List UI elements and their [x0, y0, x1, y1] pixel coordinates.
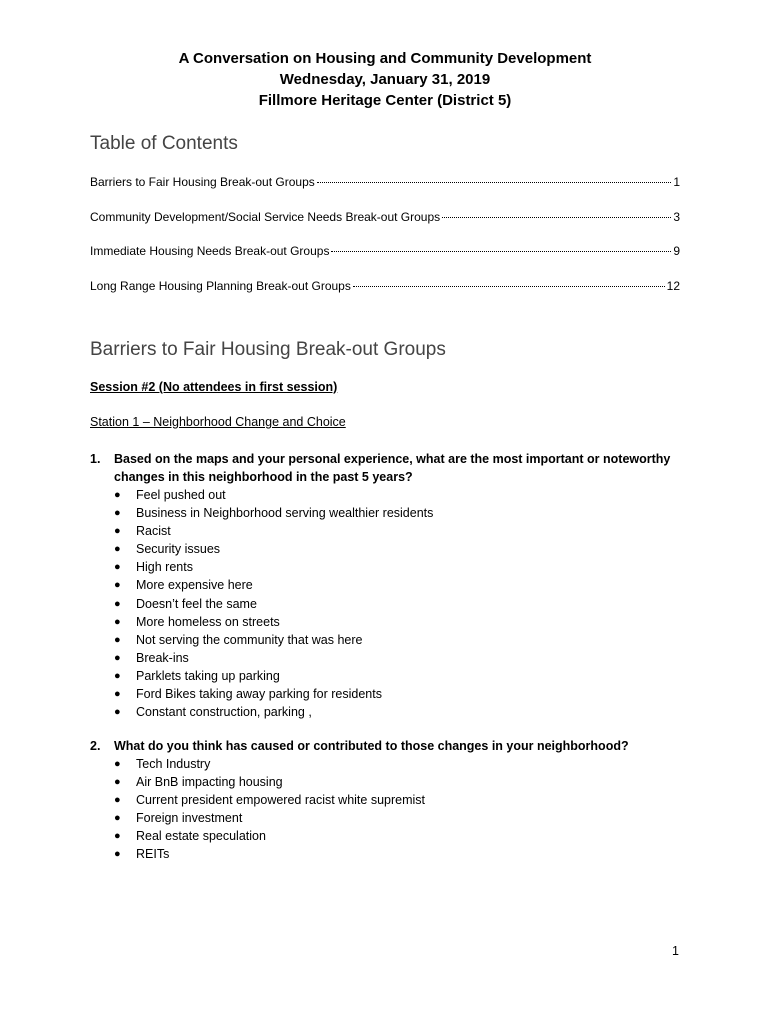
- bullet-icon: ●: [114, 688, 121, 701]
- list-item: [114, 595, 690, 613]
- list-item-text: Doesn’t feel the same: [136, 596, 257, 611]
- page-number: 1: [672, 944, 679, 958]
- bullet-icon: ●: [114, 706, 121, 719]
- list-item: [114, 809, 690, 827]
- header-venue: Fillmore Heritage Center (District 5): [258, 92, 512, 109]
- question-number: 1.: [90, 452, 101, 466]
- list-item: [114, 558, 690, 576]
- toc-leader: [442, 216, 671, 218]
- question-2: [90, 737, 690, 864]
- list-item: [114, 845, 690, 863]
- table-of-contents: [90, 175, 680, 313]
- bullet-icon: ●: [114, 794, 121, 807]
- question-text-row: [90, 737, 690, 755]
- bullet-icon: ●: [114, 489, 121, 501]
- list-item: [114, 631, 690, 649]
- list-item-text: Racist: [136, 524, 171, 539]
- toc-entry[interactable]: [90, 279, 680, 314]
- list-item-text: Business in Neighborhood serving wealthier residents: [136, 506, 434, 521]
- list-item: [114, 773, 690, 791]
- list-item-text: More expensive here: [136, 578, 253, 593]
- bullet-icon: ●: [114, 651, 121, 664]
- toc-leader: [353, 285, 665, 287]
- bullet-icon: ●: [114, 758, 121, 770]
- question-text-row: [90, 450, 690, 486]
- list-item-text: More homeless on streets: [136, 614, 280, 629]
- list-item: [114, 576, 690, 594]
- list-item: [114, 540, 690, 558]
- answer-list: [90, 755, 690, 864]
- bullet-icon: ●: [114, 830, 121, 843]
- bullet-icon: ●: [114, 776, 121, 789]
- section-heading: Barriers to Fair Housing Break-out Groups: [90, 339, 446, 360]
- header-title: A Conversation on Housing and Community Development: [178, 50, 592, 67]
- list-item: [114, 703, 690, 721]
- list-item-text: Break-ins: [136, 650, 189, 665]
- list-item: [114, 667, 690, 685]
- bullet-icon: ●: [114, 561, 121, 574]
- list-item-text: High rents: [136, 560, 193, 575]
- toc-heading: Table of Contents: [90, 133, 238, 154]
- toc-entry-title[interactable]: Barriers to Fair Housing Break-out Groups: [90, 175, 315, 189]
- list-item: [114, 827, 690, 845]
- toc-entry[interactable]: [90, 175, 680, 210]
- toc-entry-page[interactable]: 9: [673, 244, 680, 258]
- list-item-text: Ford Bikes taking away parking for residents: [136, 687, 382, 702]
- list-item-text: Real estate speculation: [136, 829, 266, 844]
- bullet-icon: ●: [114, 615, 121, 628]
- list-item: [114, 522, 690, 540]
- bullet-icon: ●: [114, 579, 121, 592]
- document-header: [0, 48, 770, 111]
- toc-entry[interactable]: [90, 244, 680, 279]
- list-item: [114, 755, 690, 773]
- list-item: [114, 685, 690, 703]
- list-item-text: Foreign investment: [136, 811, 243, 826]
- toc-entry-page[interactable]: 12: [666, 278, 680, 293]
- toc-entry[interactable]: [90, 210, 680, 245]
- list-item-text: Constant construction, parking ,: [136, 705, 312, 720]
- bullet-icon: ●: [114, 597, 121, 610]
- list-item: [114, 613, 690, 631]
- list-item-text: Not serving the community that was here: [136, 632, 363, 647]
- question-text: Based on the maps and your personal experience, what are the most important or noteworthy changes in this neighborhood in the past 5 years?: [114, 452, 671, 484]
- bullet-icon: ●: [114, 507, 121, 520]
- header-date: Wednesday, January 31, 2019: [279, 71, 491, 88]
- list-item: [114, 649, 690, 667]
- list-item-text: Tech Industry: [136, 757, 211, 771]
- bullet-icon: ●: [114, 633, 121, 646]
- list-item: [114, 486, 690, 504]
- list-item-text: Air BnB impacting housing: [136, 775, 283, 790]
- question-text: What do you think has caused or contributed to those changes in your neighborhood?: [114, 739, 629, 753]
- bullet-icon: ●: [114, 848, 121, 861]
- bullet-icon: ●: [114, 812, 121, 825]
- toc-leader: [317, 181, 672, 183]
- list-item: [114, 791, 690, 809]
- list-item-text: Parklets taking up parking: [136, 668, 280, 683]
- toc-leader: [331, 250, 671, 252]
- session-title: Session #2 (No attendees in first session): [90, 380, 338, 394]
- list-item-text: REITs: [136, 847, 170, 862]
- list-item-text: Feel pushed out: [136, 488, 226, 502]
- bullet-icon: ●: [114, 543, 121, 556]
- toc-entry-page[interactable]: 1: [673, 175, 680, 189]
- toc-entry-title[interactable]: Long Range Housing Planning Break-out Groups: [90, 278, 351, 293]
- bullet-icon: ●: [114, 669, 121, 682]
- list-item: [114, 504, 690, 522]
- list-item-text: Security issues: [136, 542, 221, 557]
- toc-entry-title[interactable]: Community Development/Social Service Needs Break-out Groups: [90, 209, 441, 224]
- answer-list: [90, 486, 690, 721]
- list-item-text: Current president empowered racist white supremist: [136, 793, 426, 808]
- toc-entry-title[interactable]: Immediate Housing Needs Break-out Groups: [90, 244, 330, 258]
- station-title: Station 1 – Neighborhood Change and Choice: [90, 415, 346, 429]
- question-1: [90, 450, 690, 721]
- toc-entry-page[interactable]: 3: [673, 209, 680, 224]
- bullet-icon: ●: [114, 525, 121, 538]
- question-number: 2.: [90, 739, 101, 753]
